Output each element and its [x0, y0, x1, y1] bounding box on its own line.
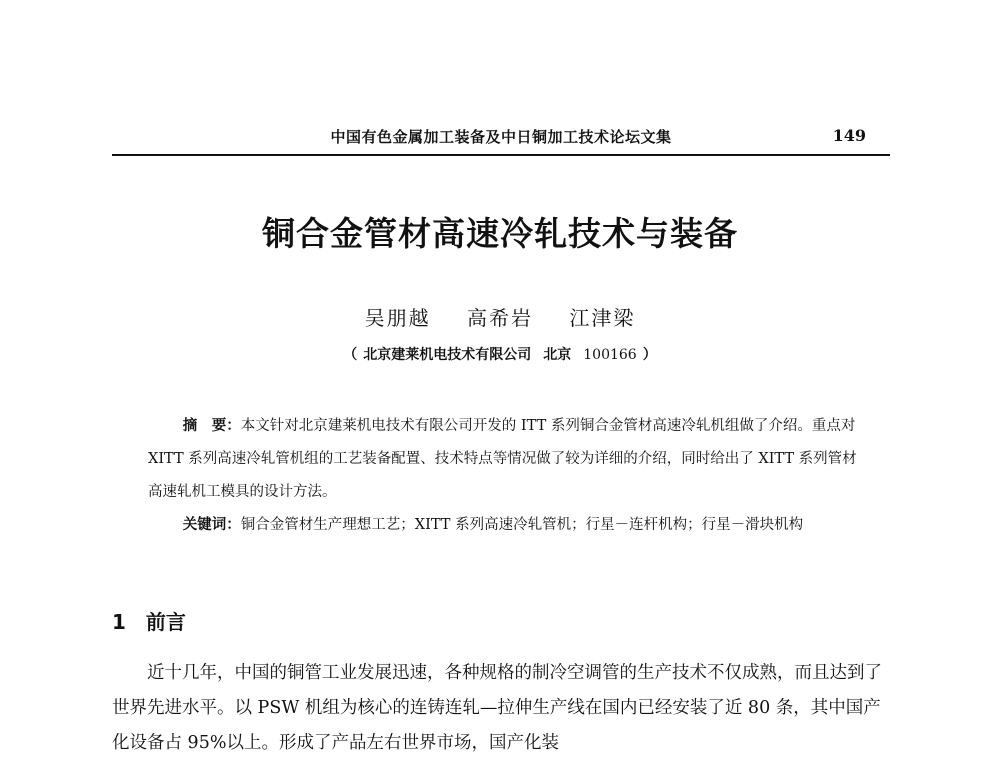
affiliation-close-paren: ）: [642, 347, 657, 363]
affiliation: [0, 344, 1000, 364]
affiliation-org: 北京建莱机电技术有限公司: [363, 347, 532, 363]
author-list: [0, 302, 1000, 331]
affiliation-postcode: 100166: [583, 347, 637, 363]
abstract-text: 本文针对北京建莱机电技术有限公司开发的 ITT 系列铜合金管材高速冷轧机组做了介绍。重点对 XITT 系列高速冷轧管机组的工艺装备配置、技术特点等情况做了较为详细的介绍，同时给出了 XITT 系列管材高速轧机工模具的设计方法。: [148, 418, 857, 500]
author-name: 吴朋越: [364, 306, 431, 330]
running-title: 中国有色金属加工装备及中日铜加工技术论坛文集: [330, 128, 672, 146]
section-number: 1: [112, 610, 126, 634]
abstract-block: [148, 410, 860, 542]
keywords-label: 关键词：: [182, 517, 241, 533]
header-rule: [112, 154, 890, 156]
abstract-label: 摘 要：: [182, 418, 241, 434]
running-header: [112, 126, 890, 152]
author-name: 江津梁: [569, 306, 636, 330]
affiliation-city: 北京: [543, 347, 572, 363]
section-heading: [112, 606, 186, 635]
abstract-paragraph: [148, 410, 860, 509]
page-number: 149: [832, 126, 866, 145]
author-name: 高希岩: [467, 306, 533, 330]
affiliation-open-paren: （: [343, 347, 358, 363]
keywords-paragraph: [148, 509, 860, 542]
keywords-text: 铜合金管材生产理想工艺；XITT 系列高速冷轧管机；行星－连杆机构；行星－滑块机构: [240, 517, 804, 533]
body-paragraph: 近十几年，中国的铜管工业发展迅速，各种规格的制冷空调管的生产技术不仅成熟，而且达到了世界先进水平。以 PSW 机组为核心的连铸连轧—拉伸生产线在国内已经安装了近 80 条，其中国产化设备占 95%以上。形成了产品左右世界市场，国产化装: [112, 663, 882, 753]
paper-title: 铜合金管材高速冷轧技术与装备: [262, 214, 738, 253]
section-title: 前言: [145, 610, 186, 634]
body-text: [112, 656, 890, 761]
